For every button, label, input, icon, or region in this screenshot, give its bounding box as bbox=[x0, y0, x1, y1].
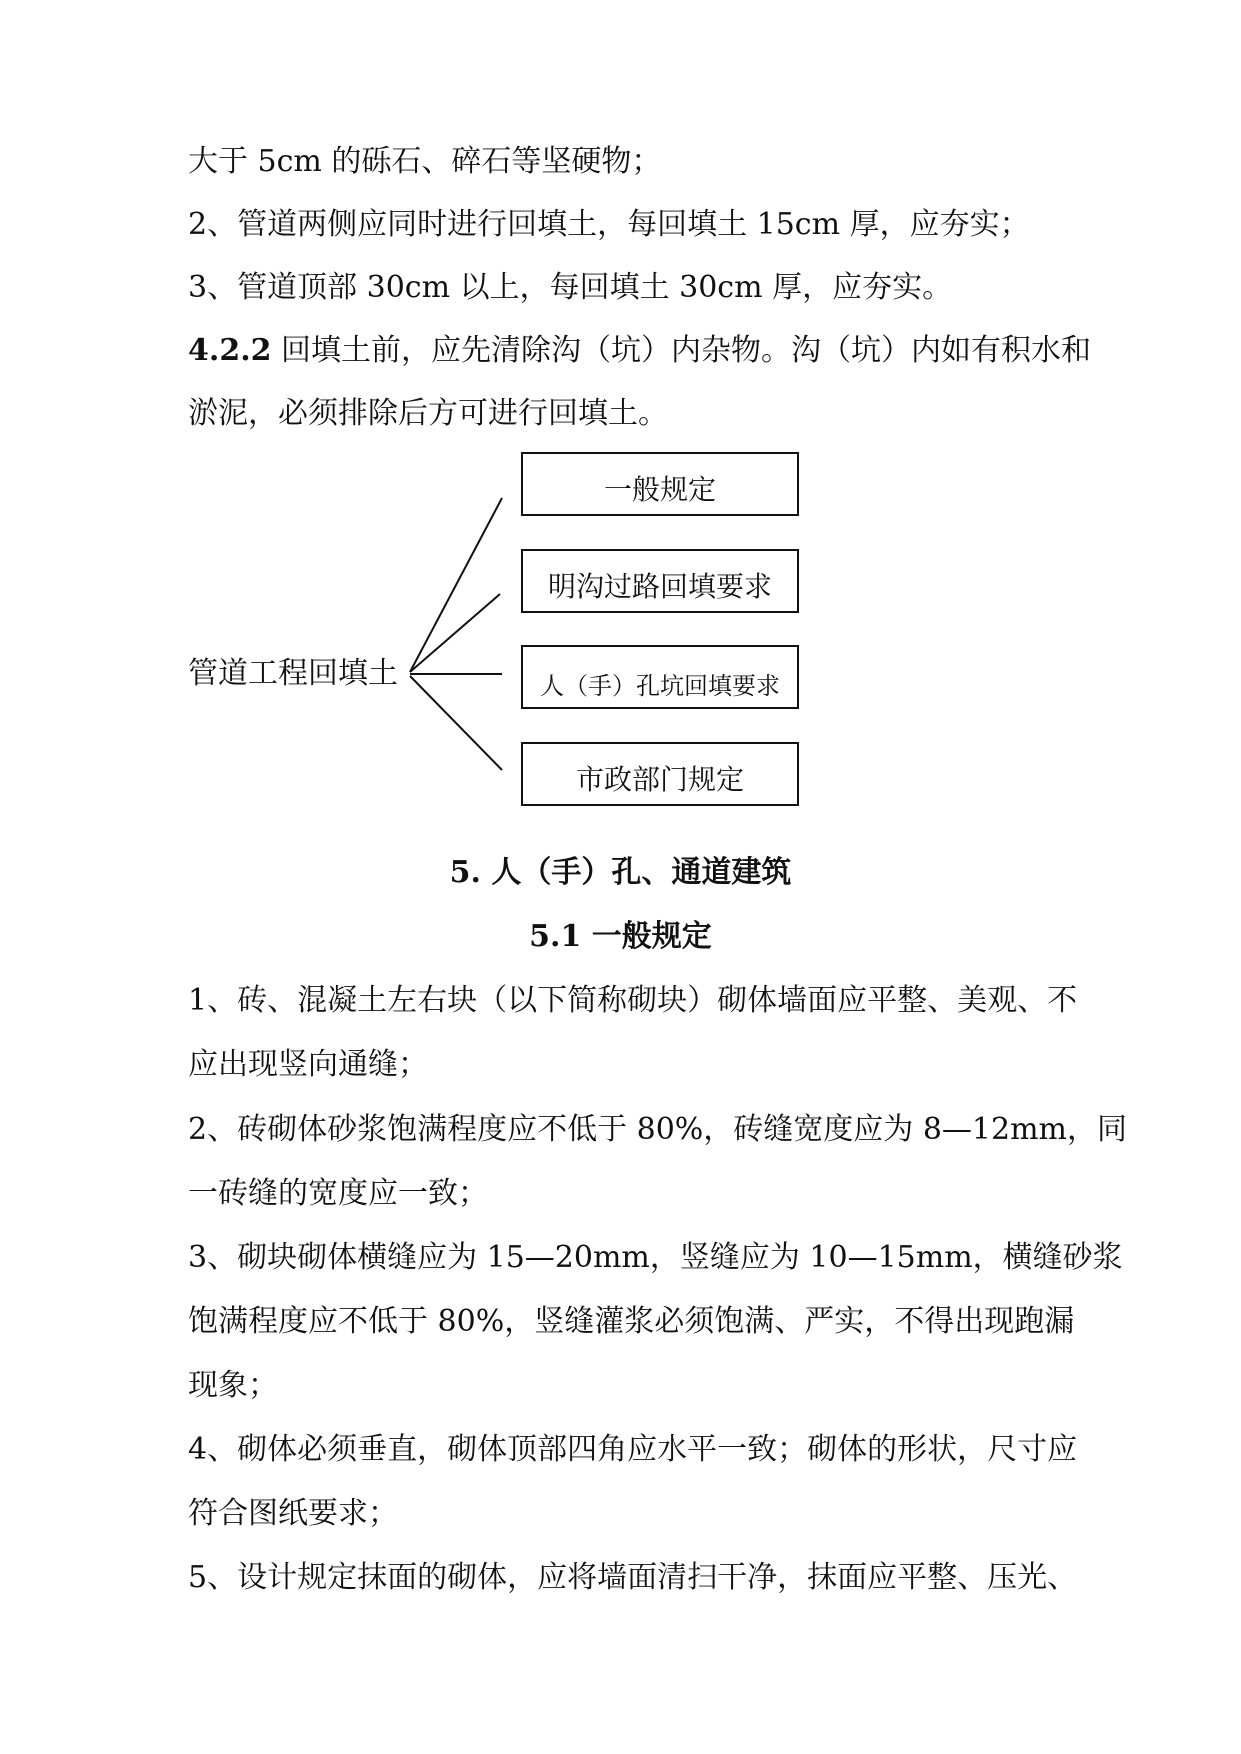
diagram-box-general bbox=[521, 452, 799, 516]
text-line: 现象； bbox=[188, 1368, 278, 1403]
box-label: 明沟过路回填要求 bbox=[547, 570, 772, 603]
text-line: 大于 5cm 的砾石、碎石等坚硬物； bbox=[188, 144, 662, 179]
text-line: 5、设计规定抹面的砌体，应将墙面清扫干净，抹面应平整、压光、 bbox=[188, 1560, 1078, 1595]
clause-text: 回填土前，应先清除沟（坑）内杂物。沟（坑）内如有积水和 bbox=[271, 333, 1092, 368]
diagram-box-municipal bbox=[521, 742, 799, 806]
box-label: 一般规定 bbox=[603, 473, 716, 506]
text-line: 2、砖砌体砂浆饱满程度应不低于 80%，砖缝宽度应为 8—12mm，同 bbox=[188, 1112, 1127, 1147]
diagram-box-ditch-road bbox=[521, 549, 799, 613]
section-title: 5. 人（手）孔、通道建筑 bbox=[449, 855, 792, 890]
text-line: 淤泥，必须排除后方可进行回填土。 bbox=[188, 396, 668, 431]
text-line: 一砖缝的宽度应一致； bbox=[188, 1176, 488, 1211]
clause-4-2-2 bbox=[188, 331, 1098, 371]
diagram-root-label: 管道工程回填土 bbox=[188, 656, 398, 691]
connector-line-1 bbox=[410, 498, 502, 672]
connector-line-2 bbox=[410, 594, 500, 672]
text-line: 1、砖、混凝土左右块（以下简称砌块）砌体墙面应平整、美观、不 bbox=[188, 983, 1078, 1018]
box-label: 人（手）孔坑回填要求 bbox=[540, 672, 780, 700]
text-line: 3、砌块砌体横缝应为 15—20mm，竖缝应为 10—15mm，横缝砂浆 bbox=[188, 1240, 1123, 1275]
connector-line-4 bbox=[410, 676, 502, 770]
text-line: 4、砌体必须垂直，砌体顶部四角应水平一致；砌体的形状，尺寸应 bbox=[188, 1432, 1078, 1467]
diagram-box-manhole bbox=[521, 645, 799, 709]
subsection-title: 5.1 一般规定 bbox=[529, 919, 712, 954]
box-label: 市政部门规定 bbox=[575, 763, 744, 796]
text-line: 3、管道顶部 30cm 以上，每回填土 30cm 厚，应夯实。 bbox=[188, 270, 953, 305]
text-line: 符合图纸要求； bbox=[188, 1496, 398, 1531]
clause-number: 4.2.2 bbox=[188, 333, 272, 368]
text-line: 2、管道两侧应同时进行回填土，每回填土 15cm 厚，应夯实； bbox=[188, 207, 1030, 242]
text-line: 应出现竖向通缝； bbox=[188, 1047, 428, 1082]
text-line: 饱满程度应不低于 80%，竖缝灌浆必须饱满、严实，不得出现跑漏 bbox=[188, 1304, 1075, 1339]
